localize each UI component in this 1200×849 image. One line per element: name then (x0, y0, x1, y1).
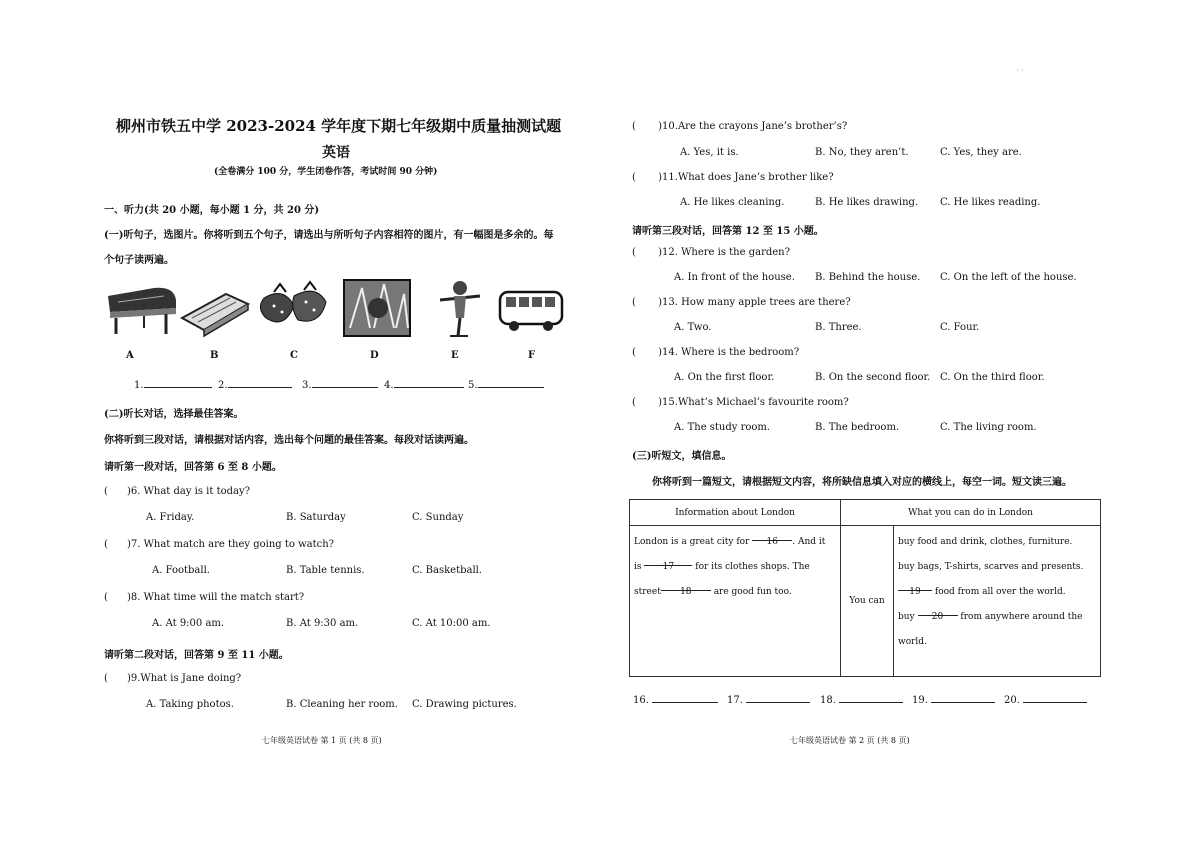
option-b[interactable]: B. Behind the house. (815, 272, 921, 283)
picture-label: F (528, 350, 536, 361)
option-c[interactable]: C. Yes, they are. (940, 147, 1022, 158)
option-b[interactable]: B. On the second floor. (815, 372, 931, 383)
option-a[interactable]: A. Yes, it is. (680, 147, 739, 158)
blank-16[interactable]: 16 (752, 530, 792, 541)
question: ( )14. Where is the bedroom? (632, 347, 800, 358)
table-header-right: What you can do in London (841, 500, 1101, 526)
part1-instruction-1: (一)听句子，选图片。你将听到五个句子，请选出与所听句子内容相符的图片，有一幅图是多余的。每 (104, 230, 554, 241)
question: ( )6. What day is it today? (104, 486, 250, 497)
option-c[interactable]: C. Four. (940, 322, 980, 333)
blank-number: 3. (302, 380, 312, 391)
blank-number: 16. (633, 695, 649, 706)
option-a[interactable]: A. Friday. (146, 512, 195, 523)
blank-20[interactable]: 20 (918, 605, 958, 616)
picture-label: E (451, 350, 459, 361)
part3-instruction: 你将听到一篇短文，请根据短文内容，将所缺信息填入对应的横线上，每空一词。短文读三遍。 (652, 477, 1072, 488)
option-c[interactable]: C. Sunday (412, 512, 464, 523)
blank-number: 2. (218, 380, 228, 391)
strawberries-icon (254, 278, 332, 338)
scarecrow-icon (420, 278, 498, 338)
you-can-cell: You can (841, 526, 894, 677)
question: ( )9.What is Jane doing? (104, 673, 242, 684)
picture-label: B (210, 350, 219, 361)
question: ( )10.Are the crayons Jane’s brother’s? (632, 121, 848, 132)
option-a[interactable]: A. Two. (674, 322, 712, 333)
forest-icon (340, 278, 418, 338)
option-b[interactable]: B. He likes drawing. (815, 197, 919, 208)
question: ( )11.What does Jane’s brother like? (632, 172, 834, 183)
activities-cell: buy food and drink, clothes, furniture. buy bags, T-shirts, scarves and presents. 19 food from all over the world. buy 20 from anywhere around the world. (894, 526, 1101, 677)
answer-blank[interactable] (218, 377, 292, 391)
question: ( )8. What time will the match start? (104, 592, 305, 603)
blank-number: 18. (820, 695, 836, 706)
bus-icon (496, 278, 574, 338)
exam-subject: 英语 (322, 145, 350, 161)
question: ( )15.What’s Michael’s favourite room? (632, 397, 849, 408)
picture-label: C (290, 350, 298, 361)
blank-number: 19. (912, 695, 928, 706)
option-b[interactable]: B. Saturday (286, 512, 346, 523)
option-b[interactable]: B. Cleaning her room. (286, 699, 398, 710)
picture-label: A (126, 350, 134, 361)
option-a[interactable]: A. In front of the house. (674, 272, 795, 283)
page-footer: 七年级英语试卷 第 2 页 (共 8 页) (790, 736, 910, 745)
part2-instruction: 你将听到三段对话，请根据对话内容，选出每个问题的最佳答案。每段对话读两遍。 (104, 435, 474, 446)
question: ( )7. What match are they going to watch? (104, 539, 335, 550)
option-b[interactable]: B. At 9:30 am. (286, 618, 359, 629)
page-footer: 七年级英语试卷 第 1 页 (共 8 页) (262, 736, 382, 745)
blank-number: 4. (384, 380, 394, 391)
option-c[interactable]: C. The living room. (940, 422, 1037, 433)
answer-blank[interactable] (727, 692, 810, 706)
option-c[interactable]: C. On the third floor. (940, 372, 1045, 383)
answer-blank[interactable] (820, 692, 903, 706)
question: ( )13. How many apple trees are there? (632, 297, 851, 308)
option-a[interactable]: A. On the first floor. (674, 372, 775, 383)
answer-blank[interactable] (302, 377, 378, 391)
blank-number: 1. (134, 380, 144, 391)
blank-number: 17. (727, 695, 743, 706)
exam-note: (全卷满分 100 分，学生闭卷作答，考试时间 90 分钟) (214, 167, 438, 177)
option-c[interactable]: C. On the left of the house. (940, 272, 1077, 283)
answer-blank[interactable] (384, 377, 464, 391)
blank-18[interactable]: 18 (661, 580, 711, 591)
blank-19[interactable]: 19 (898, 580, 932, 591)
option-c[interactable]: C. He likes reading. (940, 197, 1041, 208)
scan-mark: · · (1016, 66, 1024, 75)
option-b[interactable]: B. Three. (815, 322, 862, 333)
option-a[interactable]: A. Taking photos. (146, 699, 234, 710)
answer-blank[interactable] (134, 377, 212, 391)
part1-instruction-2: 个句子读两遍。 (104, 255, 174, 266)
london-info-table (629, 499, 1101, 677)
option-a[interactable]: A. The study room. (674, 422, 771, 433)
section1-heading: 一、听力(共 20 小题，每小题 1 分，共 20 分) (104, 205, 320, 216)
option-c[interactable]: C. At 10:00 am. (412, 618, 491, 629)
book-icon (176, 278, 254, 338)
part3-heading: (三)听短文，填信息。 (632, 451, 732, 462)
option-b[interactable]: B. Table tennis. (286, 565, 365, 576)
dialog3-instruction: 请听第三段对话，回答第 12 至 15 小题。 (632, 226, 824, 237)
blank-number: 20. (1004, 695, 1020, 706)
blank-number: 5. (468, 380, 478, 391)
exam-title: 柳州市铁五中学 2023-2024 学年度下期七年级期中质量抽测试题 (116, 117, 562, 135)
answer-blank[interactable] (468, 377, 544, 391)
answer-blank[interactable] (912, 692, 995, 706)
option-a[interactable]: A. He likes cleaning. (680, 197, 785, 208)
part2-heading: (二)听长对话，选择最佳答案。 (104, 409, 244, 420)
answer-blank[interactable] (1004, 692, 1087, 706)
piano-icon (104, 278, 182, 338)
option-c[interactable]: C. Basketball. (412, 565, 483, 576)
question: ( )12. Where is the garden? (632, 247, 790, 258)
option-a[interactable]: A. Football. (152, 565, 210, 576)
answer-blank[interactable] (633, 692, 718, 706)
table-header-left: Information about London (630, 500, 841, 526)
dialog1-instruction: 请听第一段对话，回答第 6 至 8 小题。 (104, 462, 282, 473)
option-b[interactable]: B. The bedroom. (815, 422, 900, 433)
option-b[interactable]: B. No, they aren’t. (815, 147, 909, 158)
blank-17[interactable]: 17 (644, 555, 692, 566)
option-c[interactable]: C. Drawing pictures. (412, 699, 517, 710)
london-info-cell: London is a great city for 16 . And it is 17 for its clothes shops. The street 18 are good fun too. (630, 526, 841, 677)
dialog2-instruction: 请听第二段对话，回答第 9 至 11 小题。 (104, 650, 289, 661)
picture-label: D (370, 350, 379, 361)
option-a[interactable]: A. At 9:00 am. (152, 618, 225, 629)
